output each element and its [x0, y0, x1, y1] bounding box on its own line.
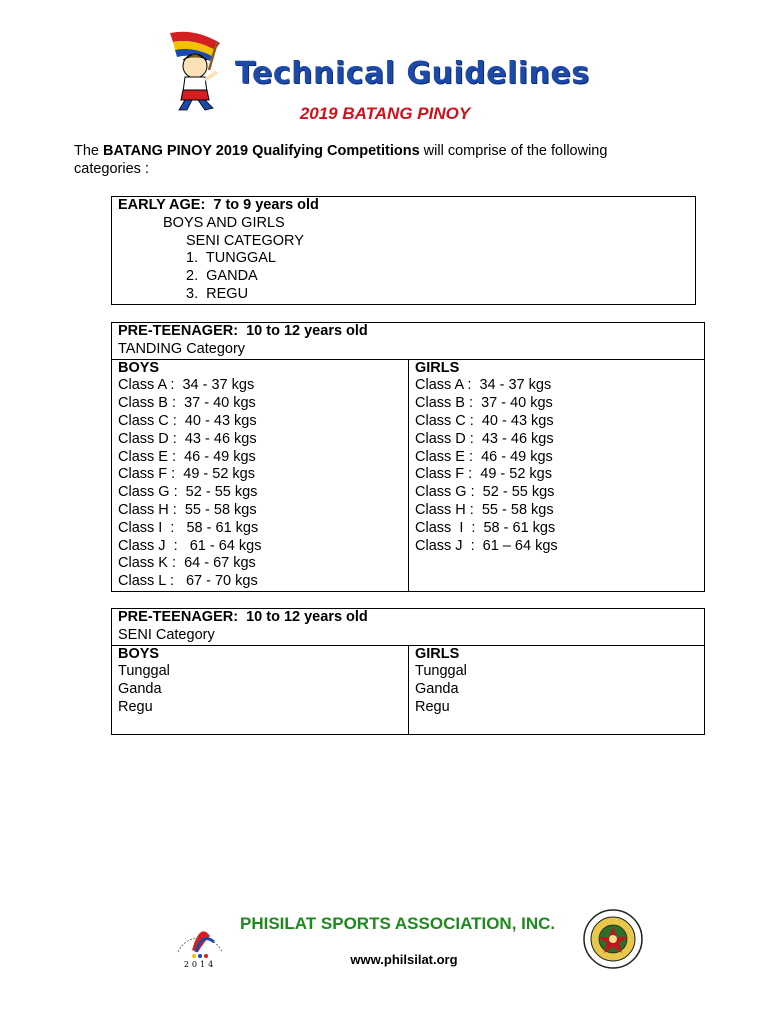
tanding-girls-class: Class J : 61 – 64 kgs — [415, 537, 558, 554]
tanding-boys-class: Class G : 52 - 55 kgs — [118, 484, 258, 501]
philsilat-seal-icon — [582, 908, 644, 970]
tanding-girls-class: Class G : 52 - 55 kgs — [415, 484, 555, 501]
early-age-category: SENI CATEGORY — [186, 232, 304, 249]
tanding-girls-class: Class A : 34 - 37 kgs — [415, 377, 552, 394]
brand-title: Technical Guidelines — [235, 56, 590, 91]
seni-boys-event: Regu — [118, 698, 153, 715]
footer-organization: PHISILAT SPORTS ASSOCIATION, INC. — [240, 914, 556, 933]
tanding-girls-class: Class E : 46 - 49 kgs — [415, 448, 553, 465]
early-age-item: 2. GANDA — [186, 268, 258, 285]
seni-header-cell — [112, 609, 705, 646]
tanding-category: TANDING Category — [118, 340, 246, 357]
seni-boys-event: Tunggal — [118, 663, 170, 680]
tanding-girls-cell — [409, 359, 705, 591]
tanding-girls-class: Class B : 37 - 40 kgs — [415, 395, 553, 412]
tanding-boys-class: Class A : 34 - 37 kgs — [118, 377, 255, 394]
tanding-boys-class: Class F : 49 - 52 kgs — [118, 466, 255, 483]
seni-girls-event: Ganda — [415, 681, 459, 698]
intro-prefix: The — [74, 143, 104, 159]
tanding-girls-class: Class F : 49 - 52 kgs — [415, 466, 552, 483]
tanding-boys-class: Class H : 55 - 58 kgs — [118, 501, 257, 518]
tanding-boys-class: Class C : 40 - 43 kgs — [118, 412, 257, 429]
early-age-cell — [112, 197, 696, 305]
tanding-boys-class: Class J : 61 - 64 kgs — [118, 537, 262, 554]
seni-heading: PRE-TEENAGER: 10 to 12 years old — [118, 609, 368, 625]
tanding-boys-cell — [112, 359, 409, 591]
seni-table — [111, 608, 705, 735]
early-age-item: 3. REGU — [186, 285, 249, 302]
seni-boys-event: Ganda — [118, 681, 162, 698]
early-age-heading: EARLY AGE: 7 to 9 years old — [118, 197, 319, 213]
intro-paragraph — [74, 142, 674, 178]
seni-category: SENI Category — [118, 626, 215, 643]
tanding-boys-label: BOYS — [118, 359, 160, 376]
seni-boys-label: BOYS — [118, 645, 160, 662]
intro-bold: BATANG PINOY 2019 Qualifying Competitions — [103, 143, 420, 159]
seni-girls-cell — [409, 645, 705, 734]
tanding-girls-class: Class D : 43 - 46 kgs — [415, 430, 554, 447]
early-age-table — [111, 196, 696, 305]
tanding-boys-class: Class I : 58 - 61 kgs — [118, 519, 259, 536]
early-age-group: BOYS AND GIRLS — [163, 214, 285, 231]
tanding-heading: PRE-TEENAGER: 10 to 12 years old — [118, 323, 368, 339]
mascot-logo-icon — [165, 28, 240, 113]
tanding-girls-class: Class I : 58 - 61 kgs — [415, 519, 556, 536]
footer-url: www.philsilat.org — [350, 952, 458, 967]
document-subtitle: 2019 BATANG PINOY — [299, 104, 471, 123]
tanding-boys-class: Class D : 43 - 46 kgs — [118, 430, 257, 447]
tanding-header-cell — [112, 323, 705, 360]
tanding-boys-class: Class B : 37 - 40 kgs — [118, 395, 256, 412]
tanding-boys-class: Class K : 64 - 67 kgs — [118, 555, 256, 572]
seni-boys-cell — [112, 645, 409, 734]
tanding-table — [111, 322, 705, 592]
seni-girls-event: Tunggal — [415, 663, 467, 680]
logo-year: 2014 — [183, 960, 217, 969]
intro-suffix: will comprise of the following categories : — [74, 143, 608, 177]
seni-girls-label: GIRLS — [415, 645, 460, 662]
tanding-boys-class: Class E : 46 - 49 kgs — [118, 448, 256, 465]
seni-girls-event: Regu — [415, 698, 450, 715]
tanding-girls-label: GIRLS — [415, 359, 460, 376]
early-age-item: 1. TUNGGAL — [186, 250, 276, 267]
tanding-boys-class: Class L : 67 - 70 kgs — [118, 573, 258, 590]
tanding-girls-class: Class C : 40 - 43 kgs — [415, 412, 554, 429]
tanding-girls-class: Class H : 55 - 58 kgs — [415, 501, 554, 518]
